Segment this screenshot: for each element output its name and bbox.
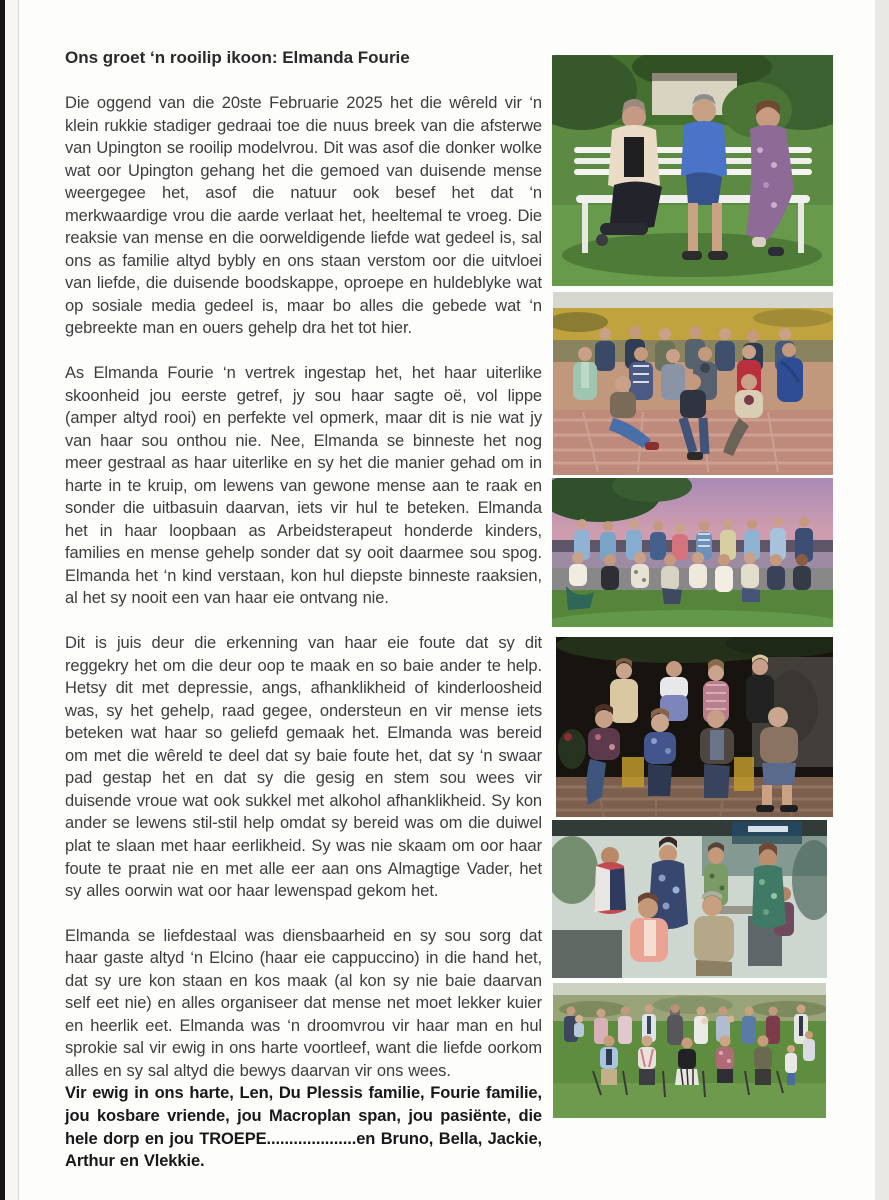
photo-sunset-group-image [552,478,833,627]
photo-garden-bench-image [552,55,833,286]
photo-garden-bench [552,55,833,286]
paragraph-2: As Elmanda Fourie ‘n vertrek ingestap het, het haar uiterlike skoonheid jou eerste getref, jy sou haar sagte oë, vol lippe (amper altyd rooi) en perfekte vel opmerk, maar dit is nie wat jy van haar sou onthou nie. Nee, Elmanda se binneste het nog meer gestraal as haar uiterlike en sy het die manier gehad om in harte in te kruip, om lewens van gewone mense aan te raak en sonder die uitbasuin daarvan, iets vir hul te beteken. Elmanda het in haar loopbaan as Arbeidsterapeut honderde kinders, families en mense gehelp sonder dat sy ooit daarmee sou spog. Elmanda het ‘n kind verstaan, kon hul diepste binneste raaksien, al het sy nooit een van haar eie ontvang nie. [65,364,542,608]
closing-tribute: Vir ewig in ons harte, Len, Du Plessis familie, Fourie familie, jou kosbare vriende, jou Macroplan span, jou pasiënte, die hele dorp en jou TROEPE....................en Bruno, Bella, Jackie, Arthur en Vlekkie. [65,1084,542,1171]
scan-edge-right [875,0,889,1200]
photo-restaurant-group-image [552,820,827,978]
photo-family-portrait [553,983,826,1118]
paragraph-4: Elmanda se liefdestaal was diensbaarheid en sy sou sorg dat haar gaste altyd ‘n Elcino (haar eie cappuccino) in die hand het, dat sy ure kon staan en kos maak (al kon sy nie baie daarvan self eet nie) en alles organiseer dat mense net moet lekker kuier en heerlik eet. Elmanda was ‘n droomvrou vir haar man en hul sprokie sal vir ewig in ons harte voortleef, want die liefde oorkom alles en sy sal altyd die bewys daarvan vir ons wees. [65,926,542,1080]
photo-winter-group-image [553,292,833,475]
page-title: Ons groet ‘n rooilip ikoon: Elmanda Fourie [65,48,410,67]
photo-restaurant-group [552,820,827,978]
paragraph-1: Die oggend van die 20ste Februarie 2025 het die wêreld vir ‘n klein rukkie stadiger gedraai toe die nuus breek van die afsterwe van Upington se rooilip modelvrou. Dit was asof die donker wolke wat oor Upington gehang het die gemoed van duisende mense weergegee het, asof die natuur ook besef het dat ‘n merkwaardige vrou die aarde verlaat het, heeltemal te vroeg. Die reaksie van mense en die oorweldigende liefde wat gedeel is, sal ons as familie altyd bybly en ons staan verstom oor die uitvloei van liefde, die duisende boodskappe, oproepe en huldeblyke wat op sosiale media gedeel is, maar bo alles die gebede wat ‘n gebreekte man en ouers gehelp dra het tot hier. [65,94,542,338]
photo-night-patio-group-image [556,637,833,817]
photo-winter-group [553,292,833,475]
article-column [65,48,542,1173]
paragraph-3: Dit is juis deur die erkenning van haar eie foute dat sy dit reggekry het om die deur oop te maak en so baie ander te help. Hetsy dit met depressie, angs, afhanklikheid of kinderloosheid was, sy het gehelp, raad gegee, ondersteun en vir mense iets beteken wat haar so geliefd gemaak het. Elmanda was bereid om met die wêreld te deel dat sy baie foute het, dat sy ‘n swaar pad gestap het en dat sy die gesig en stem sou wees vir duisende vroue wat ook sukkel met alkohol afhanklikheid. Sy kon ander se lewens stil-stil help omdat sy bereid was om die duiwel plat te slaan met haar eerlikheid. Sy was nie skaam om oor haar foute te praat nie en met alle eer aan ons Almagtige Vader, het sy alles oorwin wat oor haar lewenspad gekom het. [65,634,542,901]
photo-night-patio-group [556,637,833,817]
scan-gutter-left [5,0,19,1200]
photo-sunset-group [552,478,833,627]
photo-family-portrait-image [553,983,826,1118]
